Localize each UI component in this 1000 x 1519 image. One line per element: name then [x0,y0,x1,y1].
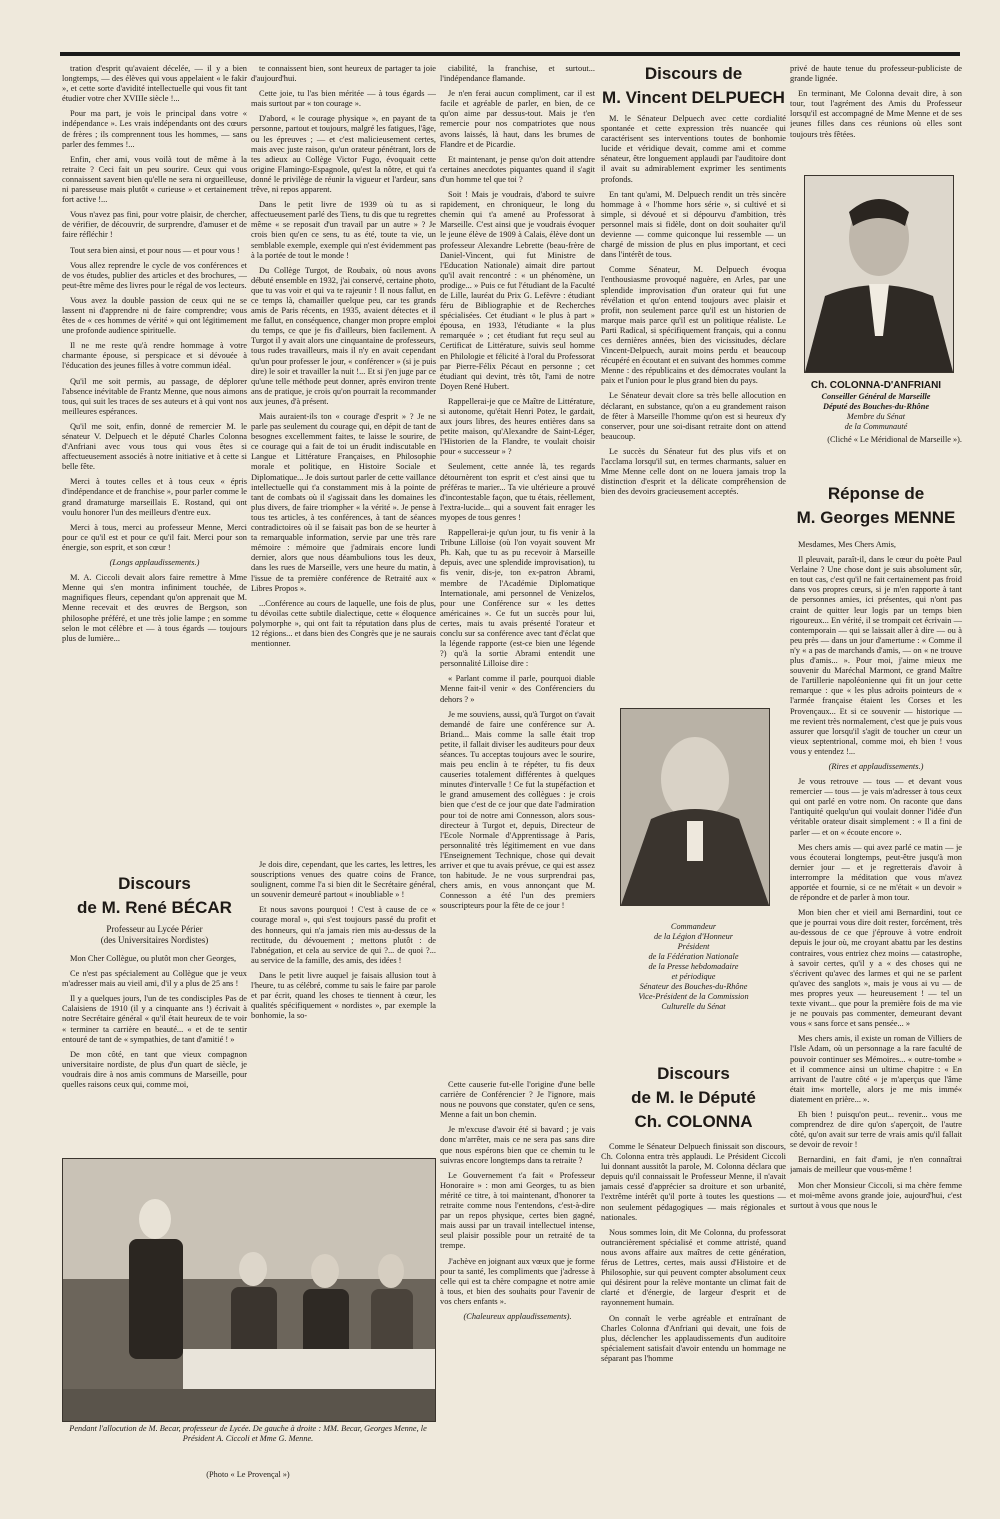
caption-line: de la Communauté [844,422,908,431]
column-3 [440,64,595,1074]
caption-line: Commandeur [670,922,717,931]
caption-line: Député des Bouches-du-Rhône [822,402,930,411]
paragraph: Je vous retrouve — tous — et devant vous remercier — tous — je vais m'adresser à tous ceux qui ont parlé en votre nom. On raconte que dans l'antiquité quelqu'un qui voulait donner l'idée d'un véritable orateur disait simplement : « Il a fini de parler — et on « écoute encore ». [790,777,962,837]
paragraph: te connaissent bien, sont heureux de partager ta joie d'aujourd'hui. [251,64,436,84]
paragraph: M. le Sénateur Delpuech avec cette cordialité spontanée et cette expression très nuancée qui caractérisent ses interventions toutes de bonhomie lucide et véridique devait, comme ami et comme sénateur, être longuement applaudi par l'auditoire dont il avait su admirablement exprimer les sentiments profonds. [601,114,786,184]
caption-line: Président [677,942,710,951]
paragraph: Vous allez reprendre le cycle de vos conférences et de vos études, publier des articles et des brochures, — peut-être même des livres pour le régal de vos lecteurs. [62,260,247,290]
paragraph: Il y a quelques jours, l'un de tes condisciples Pas de Calaisiens de 1910 (il y a cinquante ans !) écrivait à notre Secrétaire général « qu'il était heureux de te voir « terminer ta carrière en beauté... « et de te sentir entouré de tant de « sympathies, de tant d'amitié ! » [62,994,247,1044]
menne-title-2: M. Georges MENNE [796,508,956,527]
paragraph: Je dois dire, cependant, que les cartes, les lettres, les souscriptions venues des quatre coins de France, soulignent, comme l'a si bien dit le Secrétaire général, un souvenir demeuré partout « inoubliable » ! [251,860,436,900]
paragraph: Mes chers amis, il existe un roman de Villiers de l'Isle Adam, où un personnage a la rare faculté de pouvoir continuer ses Mémoires... « outre-tombe » et il commence ainsi un ultime chapitre : « En arrivant de l'autre côté « je m'aperçus que l'âme était im« mortelle, alors je me mis immé« diatement en prière... ». [790,1034,962,1104]
colonna-title-1: Discours [657,1064,730,1083]
caption-line: de la Presse hebdomadaire [648,962,739,971]
colonna-text [601,1142,786,1482]
paragraph: Eh bien ! puisqu'on peut... revenir... vous me comprendrez de dire qu'on s'aperçoit, de l'autre côté, qu'on avait sur terre de vrais amis qu'il fallait se devoir de revoir ! [790,1109,962,1150]
colonna-portrait-image [805,176,953,372]
paragraph: En tant qu'ami, M. Delpuech rendit un très sincère hommage à « l'homme hors série », si cultivé et si simple, si dévoué et si dépourvu d'ambition, très personnel mais si fidèle, dont on doit souhaiter qu'il devienne — comme quiconque lui ressemble — un chargé de mission de plus en plus important, et ceci dans l'intérêt de tous. [601,189,786,260]
paragraph: Mes chers amis — qui avez parlé ce matin — je vous écouterai longtemps, peut-être jusqu'à mon dernier jour — et je regretterais d'avoir à interrompre la méditation que vous m'avez apportée et fournie, si ce ne m'était « un devoir » de répondre et de parler à mon tour. [790,842,962,903]
caption-line: et périodique [671,972,716,981]
menne-heading [790,482,962,530]
paragraph: En terminant, Me Colonna devait dire, à son tour, tout l'agrément des Amis du Professeur lorsqu'il est accompagné de Mme Menne et de ses jeunes filles dans ces réunions où elles sont toujours très fêtées. [790,89,962,139]
colonna-title-3: Ch. COLONNA [634,1112,753,1131]
becar-title-1: Discours [118,874,191,893]
paragraph: Merci à toutes celles et à tous ceux « épris d'indépendance et de franchise », pour parler comme le grand dramaturge marseillais E. Rostand, qui ont voulu honorer l'un des meilleurs d'entre eux. [62,477,247,517]
paragraph: ciabilité, la franchise, et surtout... l'indépendance flamande. [440,64,595,84]
becar-text [62,954,247,1154]
paragraph: Je n'en ferai aucun compliment, car il est facile et agréable de parler, en bien, de ce qu'on aime par dessus-tout. Mais je t'en remercie pour nos compatriotes que nous avons laissés, là haut, dans les brumes de Flandre et de Picardie. [440,89,595,149]
becar-subtitle-1: Professeur au Lycée Périer [106,924,203,934]
paragraph: Tout sera bien ainsi, et pour nous — et pour vous ! [70,245,240,255]
paragraph: Bernardini, en fait d'ami, je n'en connaîtrai jamais de meilleur que vous-même ! [790,1155,962,1175]
colonna-portrait [804,175,954,373]
paragraph: privé de haute tenue du professeur-publiciste de grande lignée. [790,64,962,84]
column-3-lower [440,1080,595,1450]
caption-line: Conseiller Général de Marseille [821,392,931,401]
paragraph: tration d'esprit qu'avaient décelée, — il y a bien longtemps, — des élèves qui vous appelaient « le fakir », et cette sorte d'avidité intellectuelle qui vous fit tant étudier votre cher XVIIIe siècle !... [62,64,247,104]
paragraph: Le succès du Sénateur fut des plus vifs et on l'acclama lorsqu'il sut, en termes charmants, saluer en Mme Menne celle dont on ne louera jamais trop la distinction d'esprit et la délicate compréhension de bien des devoirs gracieusement acceptés. [601,446,786,497]
paragraph: Seulement, cette année là, tes regards détournèrent ton esprit et c'est ainsi que tu préféras te marier... Ta vie ultérieure a prouvé d'incontestable façon, que tu étais, réellement, l'extra-lucide... qui a souvent fait enrager les myopes de tous genres ! [440,462,595,522]
paragraph: Mon bien cher et vieil ami Bernardini, tout ce que je pourrai vous dire doit rester, forcément, très au-dessous de ce que j'éprouve à votre endroit depuis le jour où, me croyant abattu par les destins contraires, vous entriez chez moins — catastrophe, à savoir certes, qu'il y a « des choses qui ne s'écrivent qu'avec des larmes et qui ne se parlent qu'avec des sanglots », mais je vous ai vu — de mes propres yeux — heureusement ! — tel un texte vivant... que pour la première fois de ma vie je ne pouvais pas commenter, demeurant devant vous « sans force et sans pensée... » [790,908,962,1029]
paragraph: Vous n'avez pas fini, pour votre plaisir, de chercher, de vérifier, de découvrir, de surprendre, d'amuser et de faire réfléchir ! [62,210,247,240]
caption-line: de la Légion d'Honneur [654,932,733,941]
colonna-title-2: de M. le Député [631,1088,756,1107]
paragraph: Je me souviens, aussi, qu'à Turgot on t'avait demandé de faire une conférence sur A. Briand... Mais comme la salle était trop petite, il fallait diviser les auditeurs pour deux séances. Tu acceptas toujours avec le sourire, mais peu enclin à te répéter, tu fis deux causeries totalement différentes à quelques minutes d'intervalle ! Ce fut la stupéfaction et le grand amusement des collègues : je crois bien que c'est de ce jour que date l'admiration pour toi de notre ami Connesson, alors sous-directeur à Turgot et, depuis, Directeur de l'Ecole Normale d'Apprentissage à Paris, personnalité très légitimement en vue dans l'Enseignement Technique, chose qui devait arriver et que tu avais prévue, ce qui est assez ton habitude. Je ne vous surprendrai pas, chers amis, en vous annonçant que M. Connesson a été l'un des premiers souscripteurs pour la fête de ce jour ! [440,709,595,911]
paragraph: Et nous savons pourquoi ! C'est à cause de ce « courage moral », qui s'est toujours passé du profit et des honneurs, qui n'a jamais rien mis au-dessus de la rectitude, du dévouement ; mettons plutôt : de l'abnégation, et cela au service de qui ?... de quoi ?... au service de la famille, des amis, des idées ! [251,905,436,965]
paragraph: Mon cher Monsieur Ciccoli, si ma chère femme et moi-même avons grande joie, aujourd'hui, c'est surtout à vous que nous le [790,1180,962,1210]
applause-note: (Rires et applaudissements.) [828,761,924,771]
paragraph: Comme le Sénateur Delpuech finissait son discours, Ch. Colonna entra très applaudi. Le Président Ciccoli lui donnant aussitôt la parole, M. Colonna déclara que depuis qu'il connaissait le Professeur Menne, il n'avait jamais cessé d'apprécier sa droiture et son urbanité, l'extrême intérêt qu'il porte à toutes les questions — non seulement pédagogiques — mais régionales et nationales. [601,1142,786,1222]
paragraph: Pour ma part, je vois le principal dans votre « indépendance ». Les vrais indépendants ont des cœurs de frères ; ils comprennent tous les hommes, — sans parler des femmes !... [62,109,247,149]
group-photo-image [63,1159,435,1421]
delpuech-title-1: Discours de [644,64,743,83]
applause-note: (Chaleureux applaudissements). [463,1311,572,1321]
paragraph: Et maintenant, je pense qu'on doit attendre certaines anecdotes piquantes quand il s'agit d'un homme tel que toi ? [440,154,595,184]
delpuech-text [601,114,786,674]
delpuech-heading [601,62,786,110]
column-5-top [790,64,962,164]
menne-text [790,540,962,1506]
caption-line: de la Fédération Nationale [648,952,739,961]
paragraph: Nous sommes loin, dit Me Colonna, du professorat outrancièrement spécialisé et comme attristé, quand nous avons affaire aux maîtres de cette génération, férus de Lettres, certes, mais aussi d'Histoire et de Philosophie, sur qui peuvent compter absolument ceux qui désirent pour la relève montante un climat fait de clarté et d'énergie, de largeur d'esprit et de rayonnement humain. [601,1227,786,1308]
colonna-heading [601,1062,786,1134]
paragraph: Comme Sénateur, M. Delpuech évoqua l'enthousiasme provoqué naguère, en Arles, par une splendide improvisation d'un orateur qui fut une révélation et qu'on entend toujours avec plaisir et profit, non seulement parce qu'il est un historien de marque mais parce qu'il est un politique réaliste. Le Parti Radical, si spécifiquement français, qui a connu ces dernières années, bien des vicissitudes, déclare Vincent-Delpuech, aurait moins perdu et beaucoup récupéré en écoutant et en suivant des hommes comme Menne : des républicains et des démocrates voulant la paix et l'union pour le plus grand bien du pays. [601,265,786,386]
paragraph: Dans le petit livre auquel je faisais allusion tout à l'heure, tu as célébré, comme tu sais le faire par parole et par écrit, quand les choses te tiennent à cœur, les qualités spécifiquement « nordistes », par exemple la bonhomie, la so- [251,970,436,1021]
menne-title-1: Réponse de [827,484,925,503]
paragraph: Qu'il me soit permis, au passage, de déplorer l'absence inévitable de Frantz Menne, que nous aimons tous, qui suit les traces de ses auteurs et à qui vont nos meilleures espérances. [62,376,247,416]
paragraph: Vous avez la double passion de ceux qui ne se lassent ni d'apprendre ni de faire comprendre; vous êtes de « ces hommes de vérité » qui ont légitimement une profonde audience spirituelle. [62,295,247,336]
top-rule [60,52,960,56]
paragraph: Le Sénateur devait clore sa très belle allocution en déclarant, en substance, qu'on a eu grandement raison de fêter à Marseille l'homme qu'on est si heureux d'y conserver, pour une soi-disant retraite dont on attend beaucoup. [601,391,786,441]
paragraph: Soit ! Mais je voudrais, d'abord te suivre rapidement, en chroniqueur, le long du chemin qui t'a amené au Professorat à Marseille. C'est ainsi que je voudrais évoquer le jeune élève de 1909 à Calais, élève dont un professeur Alexandre Lebrette (beau-frère de Daniel-Vincent, qui fut Ministre de l'Education Nationale) aimait dire partout qu'il avait rencontré : « un phénomène, un prodige... » Puis ce fut l'étudiant de la Faculté de Lille, lauréat du Prix G. Lefèvre : étudiant féru de Bibliographie et de Recherches spécialisées. Cet étudiant « le plus à part » épousa, en 1933, l'étudiante « la plus remarquée » ; cet étudiant fut reçu seul au Certificat de Littérature, suivis seul homme en Philologie et félicité à l'oral du Professorat par Pierre-Félix Pécaut en personne ; cet étudiant qui devint, très tôt, l'ami de notre Doyen René Hubert. [440,190,595,391]
paragraph: Mais auraient-ils ton « courage d'esprit » ? Je ne parle pas seulement du courage qui, en dépit de tant de besognes excellemment faites, te laisse le sourire, de ce courage qui a fait de toi un érudit indiscutable en Langue et Littérature Françaises, en Philosophie morale et politique, en Histoire Sociale et Diplomatique... Je dois surtout parler de cette vaillance intellectuelle qui t'a constamment mis à la pointe de tant de combats où il s'agissait dans les domaines les plus divers, de faire triompher « la vérité ». Je pense à tous tes articles, à tes conférences, à tant de séances contradictoires où il se faisait pas bon de se heurter à ta remarquable information, servie par une très rare mémoire : mémoire que j'admirais encore lundi dernier, alors que nous déambulions tous les deux, dans les rues de Marseille, vers une heure du matin, à l'issue de ta première conférence de Retraité aux « Libres Propos ». [251,412,436,593]
paragraph: M. A. Ciccoli devait alors faire remettre à Mme Menne qui s'en montra infiniment touchée, de magnifiques fleurs, cependant qu'on apprenait que M. Menne recevait et des œuvres de Bergson, son philosophe préféré, et une très jolie lampe ; en somme selon le mot célèbre et — à tous égards — toujours plus de lumière... [62,573,247,643]
paragraph: Qu'il me soit, enfin, donné de remercier M. le sénateur V. Delpuech et le député Charles Colonna d'Anfriani avec vous tous qui vous êtes si affectueusement associés à notre initiative et à cette si belle fête. [62,421,247,472]
paragraph: Je m'excuse d'avoir été si bavard ; je vais donc m'arrêter, mais ce ne sera pas sans dire que nous espérons bien que ce chemin tu le suivras encore longtemps dans ta retraite ? [440,1125,595,1165]
salutation: Mesdames, Mes Chers Amis, [798,540,896,549]
becar-subtitle-2: (des Universitaires Nordistes) [100,935,209,945]
caption-line: Vice-Président de la Commission [638,992,749,1001]
photo-credit: (Cliché « Le Méridional de Marseille »). [827,435,962,444]
group-photo-credit: (Photo « Le Provençal ») [206,1470,290,1479]
paragraph: Le Gouvernement t'a fait « Professeur Honoraire » : mon ami Georges, tu as bien mérité ce titre, à toi maintenant, d'honorer ta retraite comme nous l'entendons, c'est-à-dire par un repos physique, certes bien gagné, mais aussi par un travail intellectuel intense, seul plaisir possible pour un retraité de ta trempe. [440,1170,595,1251]
paragraph: Rappellerai-je qu'un jour, tu fis venir à la Tribune Lilloise (où l'on voyait souvent Mr Ph. Kah, que tu as pu recevoir à Marseille depuis, avec une splendide improvisation), tu fis venir, dis-je, ton ex-patron Abrami, membre de l'Académie Diplomatique Internationale, ami personnel de Venizelos, pour une Conférence sur « les dettes américaines ». Ce fut un succès pour lui, certes, mais tu avais présenté l'orateur et conclu sur sa conférence avec tant d'éclat que la légende rapporte (est-ce bien une légende ?) qu'à la sortie Abrami entendit une personnalité Lilloise dire : [440,528,595,669]
paragraph: De mon côté, en tant que vieux compagnon universitaire nordiste, de plus d'un quart de siècle, je voudrais dire à nos amis communs de Marseille, pour quelles raisons ceux qui, comme moi, [62,1049,247,1090]
paragraph: Cette causerie fut-elle l'origine d'une belle carrière de Conférencier ? Je l'ignore, mais nous ne pouvons que constater, qu'en ce sens, Menne a fait un bon chemin. [440,1080,595,1120]
delpuech-title-2: M. Vincent DELPUECH [602,88,785,107]
group-photo-caption: Pendant l'allocution de M. Becar, professeur de Lycée. De gauche à droite : MM. Becar, Georges Menne, le Président A. Ciccoli et Mme G. Menne. [69,1424,427,1443]
applause-note: (Longs applaudissements.) [109,558,200,568]
becar-title-2: de M. René BÉCAR [77,898,232,917]
paragraph: D'abord, « le courage physique », en payant de ta personne, partout et toujours, malgré les fatigues, l'âge, ou les épreuves ; — et c'est malicieusement certes, mais avec juste raison, qu'un orateur pénétrant, lors de tes adieux au Collège Victor Fugo, évoquait cette origine Flamingo-Espagnole, qu'est la nôtre, et qui t'a donné le privilège de réunir la vigueur et l'ardeur, sans trêve, ni repos apparent. [251,114,436,195]
becar-section [62,872,247,1154]
paragraph: Cette joie, tu l'as bien méritée — à tous égards — mais surtout par « ton courage ». [251,89,436,109]
paragraph: Enfin, cher ami, vous voilà tout de même à la retraite ? Ceci fait un peu sourire. Ceux qui vous connaissent savent bien qu'elle ne sera ni orgueilleuse, ni paresseuse mais plutôt « curieuse » et certainement fort active !... [62,154,247,205]
paragraph: J'achève en joignant aux vœux que je forme pour ta santé, les compliments que j'adresse à celle qui est ta chère compagne et notre amie à tous, et bien des souhaits pour l'avenir de vos chers enfants ». [440,1256,595,1306]
caption-line: Culturelle du Sénat [661,1002,726,1011]
paragraph: Il pleuvait, paraît-il, dans le cœur du poète Paul Verlaine ? Une chose dont je suis absolument sûr, en tout cas, c'est qu'il ne fait certainement pas froid dans vos propres cœurs, si je m'en rapporte à tant de personnes amies, ici présentes, qui n'ont pas craint de quitter leur logis par un temps bien rigoureux... En vérité, il se trompait cet écrivain — contemporain — qui se laissait aller à dire — ou à peu près — dans un jour d'amertume : « Comme il n'y « a pas de marchands d'amis, — on « ne trouve plus d'amis... ». Pour moi, j'aime mieux me souvenir du Maréchal Marmont, ce grand Maître de l'artillerie napoléonienne qui fit un jour cette remarque : que « les plus adroits pointeurs de « l'armée française étaient les Corses et les Provençaux... Et si ce souvenir — historique — me revient très normalement, c'est que je puis vous assurer que lorsqu'il s'agit de toucher un cœur un vieux septentrional, comme moi, eh bien ! vous vous y entendez !... [790,555,962,756]
portrait-name: Ch. COLONNA-D'ANFRIANI [810,380,942,391]
paragraph: Ce n'est pas spécialement au Collègue que je veux m'adresser mais au vieil ami, d'il y a plus de 25 ans ! [62,969,247,989]
paragraph: Rappellerai-je que ce Maître de Littérature, si autonome, qu'était Henri Potez, le gardait, aux jours libres, des heures entières dans sa petite maison, qu'Alexandre de Saint-Léger, l'Historien de la Flandre, te voulait choisir pour « successeur » ? [440,396,595,457]
group-photo [62,1158,436,1422]
caption-line: Membre du Sénat [846,412,906,421]
delpuech-caption [601,922,786,1012]
paragraph: ...Conférence au cours de laquelle, une fois de plus, tu dévoilas cette subtile dialectique, cette « éloquence polymorphe », qui ont fait ta réputation dans plus de 12 régions... et dans bien des Congrès que je ne saurais mentionner. [251,598,436,649]
paragraph: Il ne me reste qu'à rendre hommage à votre charmante épouse, si perspicace et si dévouée à l'éducation des jeunes filles à votre commun idéal. [62,341,247,371]
colonna-portrait-caption [790,379,962,445]
column-1 [62,64,247,854]
delpuech-portrait-image [621,709,769,905]
caption-line: Sénateur des Bouches-du-Rhône [639,982,748,991]
column-2 [251,64,436,854]
column-2-lower [251,860,436,1050]
paragraph: Merci à tous, merci au professeur Menne, Merci pour ce qu'il est et pour ce qu'il fait. Merci pour son énergie, son esprit, et son cœur ! [62,522,247,552]
paragraph: Dans le petit livre de 1939 où tu as si affectueusement parlé des Tiens, tu dis que tu regrettes même « se reposait d'un travail par un autre » ? Je crois bien qu'en ce sens, tu as été, toute ta vie, un semblable exemple, exemple qui n'est évidemment pas à la portée de tout le monde ! [251,200,436,260]
salutation: Mon Cher Collègue, ou plutôt mon cher Georges, [70,954,237,963]
paragraph: Du Collège Turgot, de Roubaix, où nous avons débuté ensemble en 1932, j'ai conservé, certaine photo, que tu vas voir et qui va te rajeunir ! Il nous fallut, en ce temps là, chamailler quelque peu, car tes grands amis de Paris récents, en 1935, avaient détectes et il me fallut, en conséquence, changer mon propre emploi du temps, ce que je fis d'ailleurs, bien facilement. A Turgot il y avait alors une cinquantaine de professeurs, tous rudes travailleurs, mais il n'y en avait cependant qu'un pour professer le jour, « conférencer » (si je puis dire) le soir et travailler la nuit !... Et si j'en juge par ce qu'une telle méthode peut donner, après environ trente ans de pratique, je crois qu'on pourrait la recommander aux jeunes, d'à présent. [251,265,436,406]
paragraph: « Parlant comme il parle, pourquoi diable Menne fait-il venir « des Conférenciers du dehors ? » [440,674,595,704]
delpuech-portrait [620,708,770,906]
paragraph: On connaît le verbe agréable et entraînant de Charles Colonna d'Anfriani qui devait, une fois de plus, déclencher les applaudissements d'un auditoire spécialement satisfait d'avoir entendu un hommage ne séparant pas l'homme [601,1313,786,1363]
